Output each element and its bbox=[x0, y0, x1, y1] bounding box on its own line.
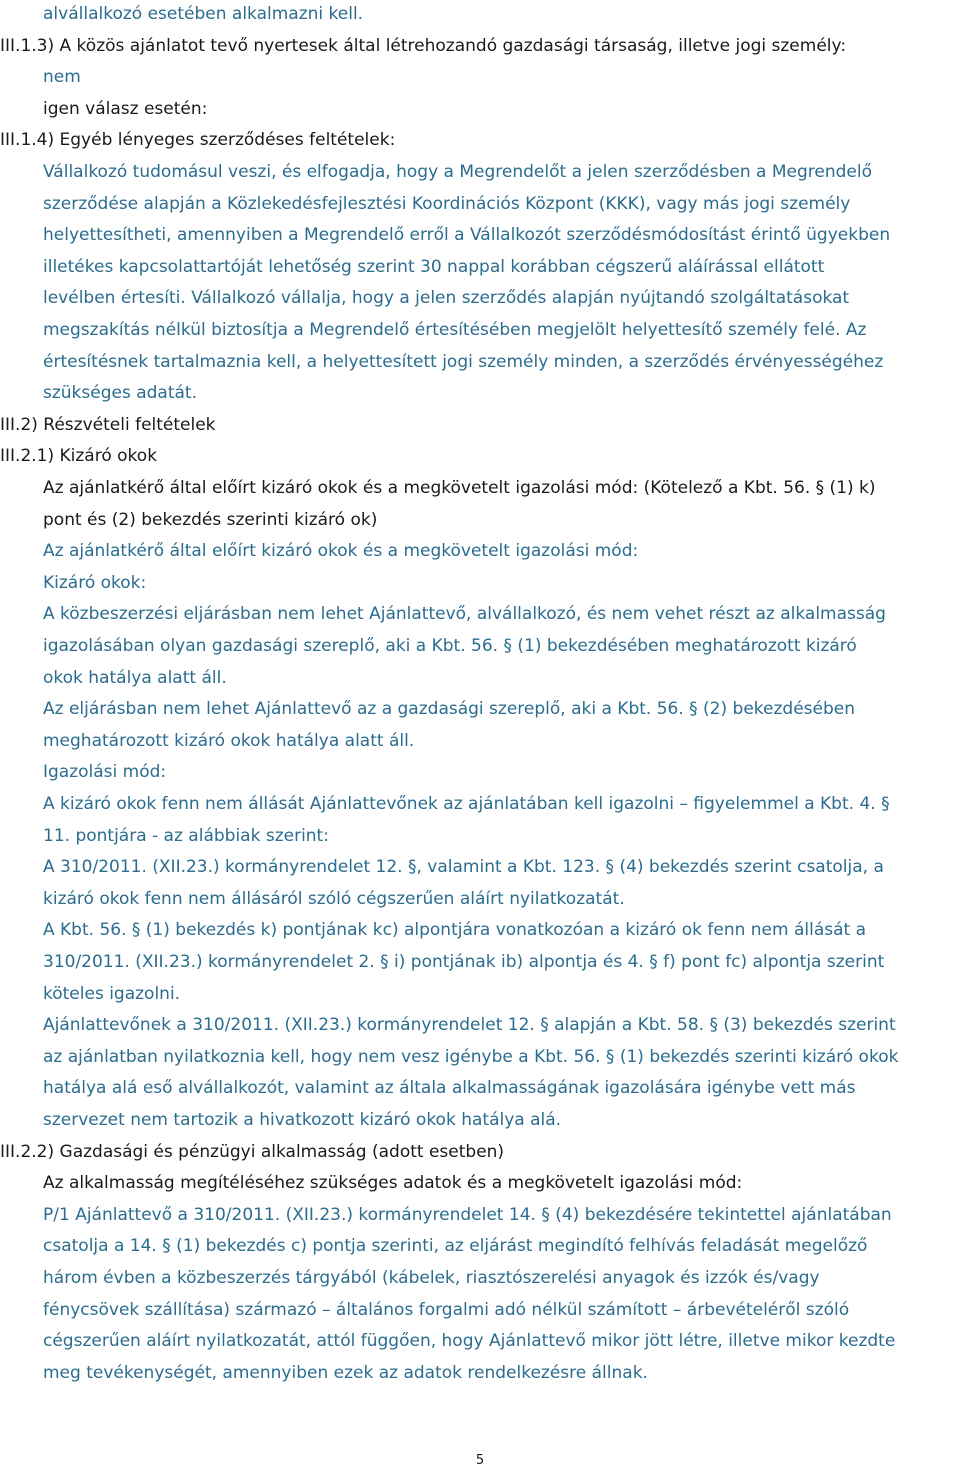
text-line: meg tevékenységét, amennyiben ezek az adatok rendelkezésre állnak. bbox=[43, 1363, 648, 1383]
text-line: pont és (2) bekezdés szerinti kizáró ok) bbox=[43, 510, 378, 530]
text-line: cégszerűen aláírt nyilatkozatát, attól függően, hogy Ajánlattevő mikor jött létre, illetve mikor kezdte bbox=[43, 1331, 896, 1351]
text-line: Az ajánlatkérő által előírt kizáró okok és a megkövetelt igazolási mód: bbox=[43, 541, 639, 561]
page-number: 5 bbox=[475, 1453, 485, 1468]
text-line: III.2) Részvételi feltételek bbox=[0, 415, 216, 435]
text-line: Az eljárásban nem lehet Ajánlattevő az a gazdasági szereplő, aki a Kbt. 56. § (2) bekezdésében bbox=[43, 699, 855, 719]
text-line: Az alkalmasság megítéléséhez szükséges adatok és a megkövetelt igazolási mód: bbox=[43, 1173, 743, 1193]
text-line: alvállalkozó esetében alkalmazni kell. bbox=[43, 4, 364, 24]
text-line: III.2.2) Gazdasági és pénzügyi alkalmasság (adott esetben) bbox=[0, 1142, 505, 1162]
text-line: szükséges adatát. bbox=[43, 383, 198, 403]
text-line: meghatározott kizáró okok hatálya alatt áll. bbox=[43, 731, 415, 751]
text-line: igazolásában olyan gazdasági szereplő, aki a Kbt. 56. § (1) bekezdésében meghatározott kizáró bbox=[43, 636, 857, 656]
text-line: az ajánlatban nyilatkoznia kell, hogy nem vesz igénybe a Kbt. 56. § (1) bekezdés szerinti kizáró okok bbox=[43, 1047, 899, 1067]
text-line: köteles igazolni. bbox=[43, 984, 181, 1004]
text-line: 11. pontjára - az alábbiak szerint: bbox=[43, 826, 329, 846]
text-line: Ajánlattevőnek a 310/2011. (XII.23.) kormányrendelet 12. § alapján a Kbt. 58. § (3) bekezdés szerint bbox=[43, 1015, 896, 1035]
text-line: A kizáró okok fenn nem állását Ajánlattevőnek az ajánlatában kell igazolni – figyelemmel a Kbt. 4. § bbox=[43, 794, 890, 814]
text-line: III.1.3) A közös ajánlatot tevő nyertesek által létrehozandó gazdasági társaság, illetve jogi személy: bbox=[0, 36, 847, 56]
text-line: levélben értesíti. Vállalkozó vállalja, hogy a jelen szerződés alapján nyújtandó szolgáltatásokat bbox=[43, 288, 850, 308]
text-line: Vállalkozó tudomásul veszi, és elfogadja, hogy a Megrendelőt a jelen szerződésben a Megrendelő bbox=[43, 162, 872, 182]
text-line: illetékes kapcsolattartóját lehetőség szerint 30 nappal korábban cégszerű aláírással ellátott bbox=[43, 257, 825, 277]
text-line: megszakítás nélkül biztosítja a Megrendelő értesítésében megjelölt helyettesítő személy felé. Az bbox=[43, 320, 867, 340]
text-line: kizáró okok fenn nem állásáról szóló cégszerűen aláírt nyilatkozatát. bbox=[43, 889, 625, 909]
text-line: értesítésnek tartalmaznia kell, a helyettesített jogi személy minden, a szerződés érvényességéhez bbox=[43, 352, 884, 372]
text-line: hatálya alá eső alvállalkozót, valamint az általa alkalmasságának igazolására igénybe vett más bbox=[43, 1078, 856, 1098]
text-line: III.1.4) Egyéb lényeges szerződéses feltételek: bbox=[0, 130, 396, 150]
text-line: szervezet nem tartozik a hivatkozott kizáró okok hatálya alá. bbox=[43, 1110, 562, 1130]
text-line: igen válasz esetén: bbox=[43, 99, 208, 119]
text-line: három évben a közbeszerzés tárgyából (kábelek, riasztószerelési anyagok és izzók és/vagy bbox=[43, 1268, 820, 1288]
text-line: P/1 Ajánlattevő a 310/2011. (XII.23.) kormányrendelet 14. § (4) bekezdésére tekintettel ajánlatában bbox=[43, 1205, 892, 1225]
text-line: szerződése alapján a Közlekedésfejlesztési Koordinációs Központ (KKK), vagy más jogi személy bbox=[43, 194, 851, 214]
text-line: Kizáró okok: bbox=[43, 573, 147, 593]
text-line: III.2.1) Kizáró okok bbox=[0, 446, 158, 466]
text-line: 310/2011. (XII.23.) kormányrendelet 2. § i) pontjának ib) alpontja és 4. § f) pont fc) alpontja szerint bbox=[43, 952, 885, 972]
text-line: A Kbt. 56. § (1) bekezdés k) pontjának kc) alpontjára vonatkozóan a kizáró ok fenn nem állását a bbox=[43, 920, 867, 940]
text-line: A 310/2011. (XII.23.) kormányrendelet 12. §, valamint a Kbt. 123. § (4) bekezdés szerint csatolja, a bbox=[43, 857, 884, 877]
text-line: fénycsövek szállítása) származó – általános forgalmi adó nélkül számított – árbevételéről szóló bbox=[43, 1300, 850, 1320]
text-line: Igazolási mód: bbox=[43, 762, 167, 782]
text-line: helyettesítheti, amennyiben a Megrendelő erről a Vállalkozót szerződésmódosítást érintő ügyekben bbox=[43, 225, 891, 245]
text-line: A közbeszerzési eljárásban nem lehet Ajánlattevő, alvállalkozó, és nem vehet részt az alkalmasság bbox=[43, 604, 886, 624]
text-line: csatolja a 14. § (1) bekezdés c) pontja szerinti, az eljárást megindító felhívás feladását megelőző bbox=[43, 1236, 868, 1256]
text-line: nem bbox=[43, 67, 81, 87]
text-line: okok hatálya alatt áll. bbox=[43, 668, 227, 688]
text-line: Az ajánlatkérő által előírt kizáró okok és a megkövetelt igazolási mód: (Kötelező a Kbt. 56. § (1) k) bbox=[43, 478, 876, 498]
